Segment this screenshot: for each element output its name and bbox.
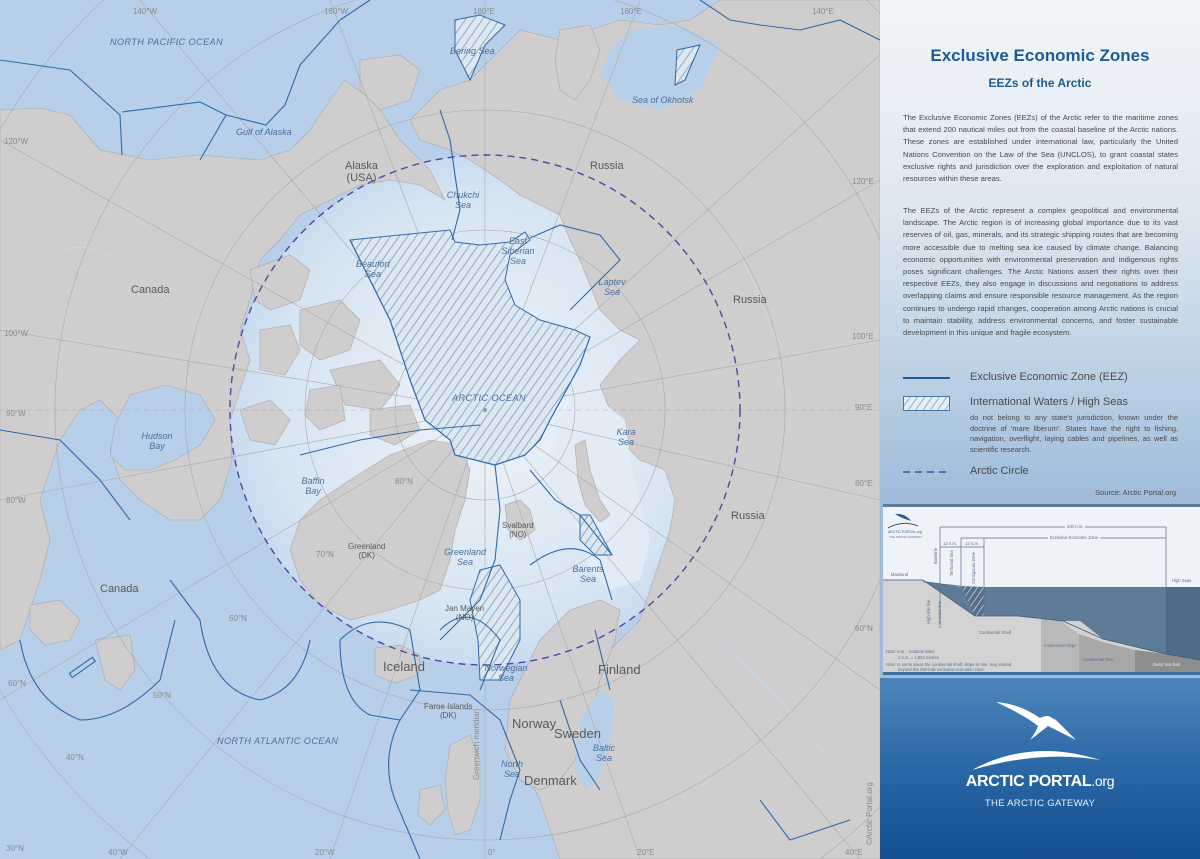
source-credit: Source: Arctic Portal.org — [1095, 488, 1176, 497]
grid-label-160w: 160°W — [324, 7, 349, 16]
brand-tagline: THE ARCTIC GATEWAY — [984, 798, 1096, 809]
grid-label-60n-a: 60°N — [229, 614, 247, 623]
grid-label-100e: 100°E — [852, 332, 874, 341]
grid-label-80n: 80°N — [395, 477, 413, 486]
legend-eez — [903, 370, 1183, 390]
diagram-mainland: Mainland — [891, 572, 908, 577]
label-svalbard: Svalbard (NO) — [502, 521, 534, 539]
label-norway: Norway — [512, 716, 557, 731]
grid-label-80w: 80°W — [6, 496, 26, 505]
label-bering-sea: Bering Sea — [450, 46, 495, 56]
arctic-portal-branding[interactable] — [880, 678, 1200, 859]
label-north-pacific: NORTH PACIFIC OCEAN — [110, 37, 224, 47]
label-arctic-ocean: ARCTIC OCEAN — [452, 393, 527, 403]
diagram-rise: Continental Rise — [1083, 657, 1114, 662]
grid-label-120w: 120°W — [4, 137, 29, 146]
diagram-high-seas: High Seas — [1172, 578, 1192, 583]
grid-label-40e: 40°E — [845, 848, 863, 857]
diagram-12nm-territorial: 12 n.m. — [943, 541, 957, 546]
tern-logo-icon — [880, 678, 1200, 778]
label-gulf-alaska: Gulf of Alaska — [236, 127, 292, 137]
label-barents-sea: Barents Sea — [572, 564, 604, 584]
label-canada-1: Canada — [131, 284, 170, 296]
label-canada-2: Canada — [100, 583, 139, 595]
eez-line-icon — [903, 370, 951, 386]
label-iceland: Iceland — [383, 659, 425, 674]
grid-label-60n-c: 60°N — [855, 624, 873, 633]
grid-label-50n: 50°N — [153, 691, 171, 700]
label-alaska: Alaska (USA) — [345, 160, 379, 185]
label-north-sea: North Sea — [500, 759, 523, 779]
legend-high-seas-description: do not belong to any state's jurisdiction, known under the doctrine of 'mare liberum'. States have the right to fishing, navigation, overflight, laying cables and pipelines, as well as scientific research. — [970, 413, 1178, 454]
diagram-note-4: beyond the 200-mile exclusive economic zone. — [898, 667, 985, 672]
label-russia-2: Russia — [733, 294, 767, 306]
label-beaufort-sea: Beaufort Sea — [355, 259, 391, 279]
grid-label-120e: 120°E — [852, 177, 874, 186]
diagram-note-2: 1 n.m. = 1,852 metres — [898, 655, 939, 660]
grid-label-160e: 160°E — [620, 7, 642, 16]
legend-arctic-circle — [903, 464, 1183, 484]
grid-label-140e: 140°E — [812, 7, 834, 16]
diagram-shelf: Continental Shelf — [979, 630, 1011, 635]
label-denmark: Denmark — [524, 773, 577, 788]
hatched-box-icon — [903, 396, 951, 412]
label-faroe: Faroe Islands (DK) — [424, 702, 473, 720]
label-baffin-bay: Baffin Bay — [301, 476, 325, 496]
panel-title: Exclusive Economic Zones — [930, 46, 1150, 65]
label-russia-1: Russia — [590, 160, 624, 172]
diagram-note-1: Note: n.m. - nautical miles — [886, 649, 935, 654]
grid-label-20e: 20°E — [637, 848, 655, 857]
label-sweden: Sweden — [554, 726, 601, 741]
label-kara-sea: Kara Sea — [616, 427, 636, 447]
diagram-deep-sea: Deep Sea Bed — [1153, 662, 1181, 667]
legend-high-seas — [903, 396, 1183, 456]
maritime-zones-diagram — [883, 504, 1200, 675]
grid-label-60n-b: 60°N — [8, 679, 26, 688]
label-greenland-sea: Greenland Sea — [443, 547, 487, 567]
grid-label-0: 0° — [488, 848, 496, 857]
grid-label-180e: 180°E — [473, 7, 495, 16]
grid-label-70n: 70°N — [316, 550, 334, 559]
label-hudson-bay: Hudson Bay — [141, 431, 173, 451]
grid-label-30n: 30°N — [6, 844, 24, 853]
label-greenland: Greenland (DK) — [348, 542, 386, 560]
diagram-logo-sub: THE ARCTIC GATEWAY — [889, 535, 923, 539]
diagram-territorial-sea: Territorial Sea — [949, 550, 954, 576]
label-russia-3: Russia — [731, 510, 765, 522]
grid-label-90e: 90°E — [855, 403, 873, 412]
intro-paragraph: The Exclusive Economic Zones (EEZs) of the Arctic refer to the maritime zones that extend 200 nautical miles out from the coastal baseline of the Arctic nations. These zones are established under international law, particularly the United Nations Convention on the Law of the Sea (UNCLOS), to grant coastal states exclusive rights and jurisdiction over the exploration and exploitation of natural resources within these areas. — [903, 113, 1178, 184]
panel-subtitle: EEZs of the Arctic — [988, 76, 1092, 90]
dashed-line-icon — [903, 464, 951, 480]
diagram-high-tide: High-tide line — [926, 599, 931, 624]
grid-label-100w: 100°W — [4, 329, 29, 338]
diagram-low-water: Low-water line — [937, 601, 942, 628]
label-jan-mayen: Jan Mayen (NO) — [445, 604, 485, 622]
label-east-siberian-sea: East Siberian Sea — [501, 236, 535, 266]
grid-label-90w: 90°W — [6, 409, 26, 418]
diagram-12nm-contiguous: 12 n.m. — [965, 541, 979, 546]
grid-label-20w: 20°W — [315, 848, 335, 857]
label-laptev-sea: Laptev Sea — [598, 277, 626, 297]
label-chukchi-sea: Chukchi Sea — [446, 190, 480, 210]
label-greenwich: Greenwich meridian — [472, 708, 481, 780]
diagram-eez-label: Exclusive Economic Zone — [1050, 535, 1098, 540]
diagram-contiguous-zone: Contiguous Zone — [971, 552, 976, 584]
diagram-logo-text: ARCTIC PORTAL.org — [888, 530, 922, 534]
label-baltic-sea: Baltic Sea — [592, 743, 615, 763]
legend-high-seas-label: International Waters / High Seas — [970, 396, 1128, 408]
label-finland: Finland — [598, 662, 641, 677]
diagram-200nm: 200 n.m. — [1067, 524, 1084, 529]
grid-label-140w: 140°W — [133, 7, 158, 16]
diagram-slope: Continental Slope — [1043, 643, 1077, 648]
label-north-atlantic: NORTH ATLANTIC OCEAN — [217, 736, 339, 746]
legend-eez-label: Exclusive Economic Zone (EEZ) — [970, 371, 1128, 383]
context-paragraph: The EEZs of the Arctic represent a complex geopolitical and environmental landscape. The Arctic region is of increasing global importance due to its vast reserves of oil, gas, minerals, and its strategic shipping routes that are becoming more accessible due to melting sea ice caused by climate change. Balancing economic opportunities with environmental preservation and indigenous rights poses significant challenges. The Arctic Nations assert their rights over their respective EEZs, they also engage in discussions and negotiations to address overlapping claims and ensure responsible resource management. As the region continues to undergo rapid changes, cooperation among Arctic nations is crucial to maintain stability, address environmental concerns, and foster sustainable development in this unique and fragile ecosystem. — [903, 206, 1178, 338]
diagram-baseline: Baseline — [933, 547, 938, 564]
label-okhotsk: Sea of Okhotsk — [632, 95, 694, 105]
legend-arctic-circle-label: Arctic Circle — [970, 465, 1029, 477]
grid-label-80e: 80°E — [855, 479, 873, 488]
map-credit: ©Arctic Portal.org — [865, 782, 874, 845]
grid-label-40w: 40°W — [108, 848, 128, 857]
grid-label-40n: 40°N — [66, 753, 84, 762]
brand-name: ARCTIC PORTAL.org — [965, 773, 1115, 790]
diagram-note-3: Note: In some areas the continental shelf, slope or rise, may extend — [886, 662, 1012, 667]
label-norwegian-sea: Norwegian Sea — [484, 663, 528, 683]
